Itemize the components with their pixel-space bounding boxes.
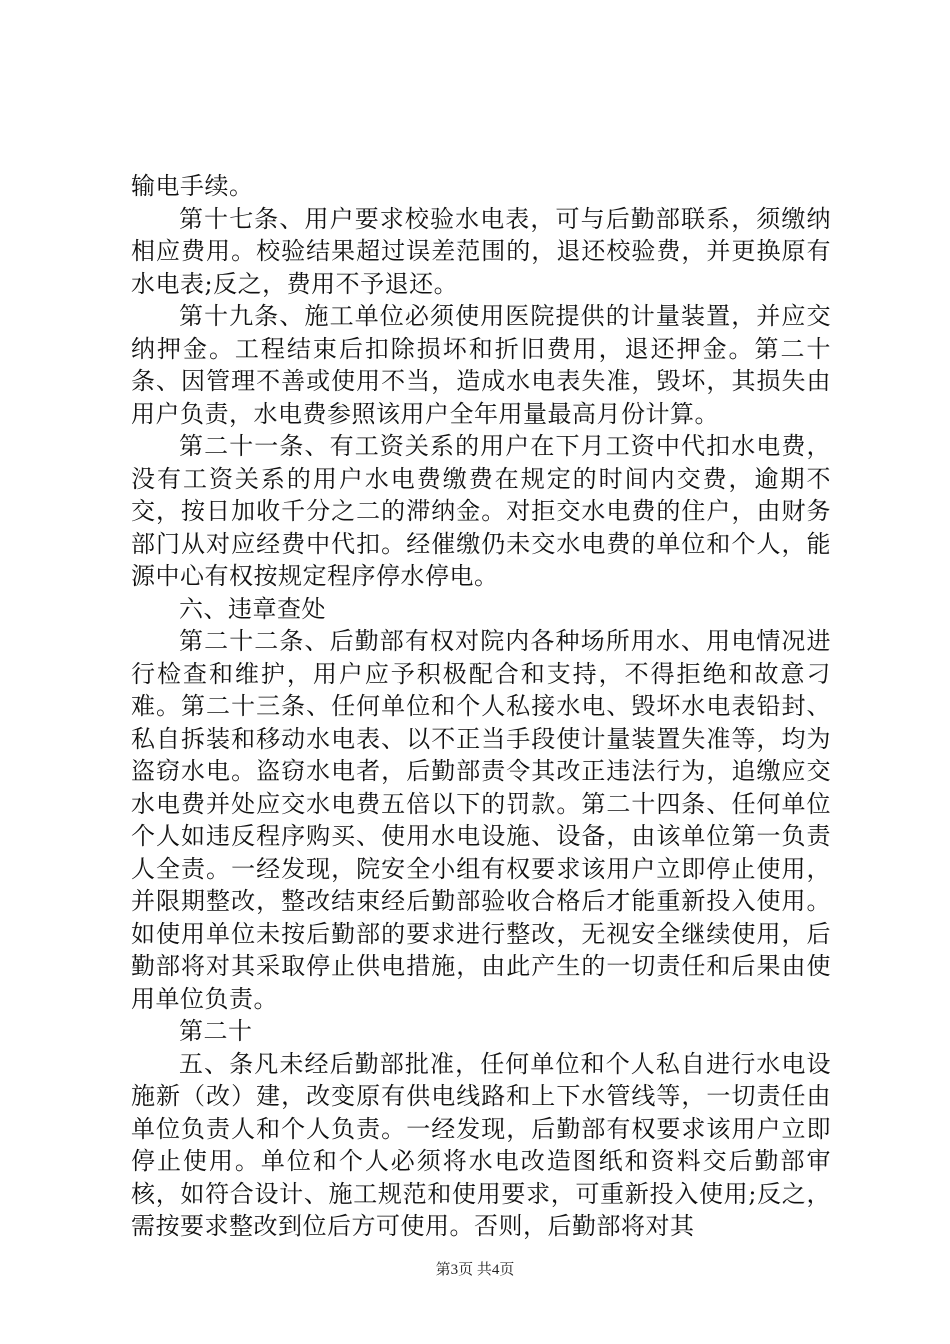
paragraph: 五、条凡未经后勤部批准，任何单位和个人私自进行水电设施新（改）建，改变原有供电线路和上下水管线等，一切责任由单位负责人和个人负责。一经发现，后勤部有权要求该用户立即停止使用。单位和个人必须将水电改造图纸和资料交后勤部审核，如符合设计、施工规范和使用要求，可重新投入使用;反之，需按要求整改到位后方可使用。否则，后勤部将对其 [131, 1049, 831, 1240]
page-footer: 第3页 共4页 [435, 1262, 515, 1278]
paragraph: 第二十一条、有工资关系的用户在下月工资中代扣水电费，没有工资关系的用户水电费缴费在规定的时间内交费，逾期不交，按日加收千分之二的滞纳金。对拒交水电费的住户，由财务部门从对应经费中代扣。经催缴仍未交水电费的单位和个人，能源中心有权按规定程序停水停电。 [131, 432, 831, 590]
paragraph: 第二十 [179, 1017, 253, 1045]
paragraph: 第十九条、施工单位必须使用医院提供的计量装置，并应交纳押金。工程结束后扣除损坏和折旧费用，退还押金。第二十条、因管理不善或使用不当，造成水电表失准，毁坏，其损失由用户负责，水电费参照该用户全年用量最高月份计算。 [131, 302, 831, 428]
paragraph: 输电手续。 [131, 172, 254, 200]
section-heading: 六、违章查处 [179, 594, 326, 623]
paragraph: 第十七条、用户要求校验水电表，可与后勤部联系，须缴纳相应费用。校验结果超过误差范围的，退还校验费，并更换原有水电表;反之，费用不予退还。 [131, 204, 831, 298]
document-body [131, 170, 831, 1243]
paragraph: 第二十二条、后勤部有权对院内各种场所用水、用电情况进行检查和维护，用户应予积极配合和支持，不得拒绝和故意刁难。第二十三条、任何单位和个人私接水电、毁坏水电表铅封、私自拆装和移动水电表、以不正当手段使计量装置失准等，均为盗窃水电。盗窃水电者，后勤部责令其改正违法行为，追缴应交水电费并处应交水电费五倍以下的罚款。第二十四条、任何单位个人如违反程序购买、使用水电设施、设备，由该单位第一负责人全责。一经发现，院安全小组有权要求该用户立即停止使用，并限期整改，整改结束经后勤部验收合格后才能重新投入使用。如使用单位未按后勤部的要求进行整改，无视安全继续使用，后勤部将对其采取停止供电措施，由此产生的一切责任和后果由使用单位负责。 [131, 627, 831, 1013]
